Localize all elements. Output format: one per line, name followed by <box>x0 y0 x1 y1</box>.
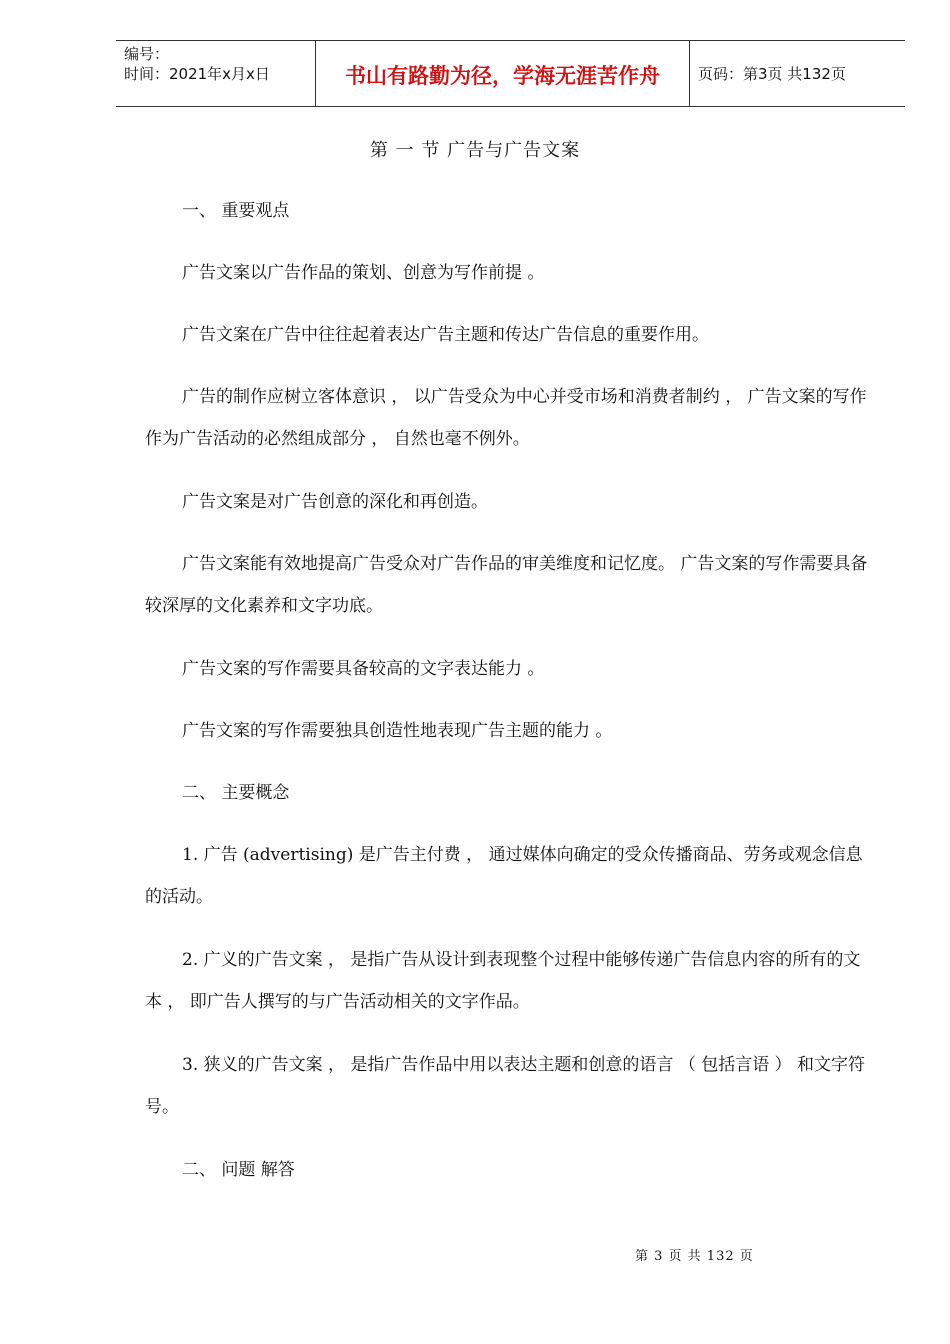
paragraph: 广告文案在广告中往往起着表达广告主题和传达广告信息的重要作用。 <box>182 325 709 345</box>
paragraph: 广告文案的写作需要独具创造性地表现广告主题的能力 。 <box>182 721 613 741</box>
header-page-info: 页码：第3页 共132页 <box>698 65 846 83</box>
concept-item: 2. 广义的广告文案 ， 是指广告从设计到表现整个过程中能够传递广告信息内容的所有的文本 ， 即广告人撰写的与广告活动相关的文字作品。 <box>145 950 861 1012</box>
concept-item: 3. 狭义的广告文案 ， 是指广告作品中用以表达主题和创意的语言 （ 包括言语 ） 和文字符号。 <box>145 1055 866 1117</box>
paragraph: 广告文案是对广告创意的深化和再创造。 <box>182 492 488 512</box>
header-motto: 书山有路勤为径，学海无涯苦作舟 <box>316 41 690 106</box>
paragraph: 广告文案能有效地提高广告受众对广告作品的审美维度和记忆度。 广告文案的写作需要具备较深厚的文化素养和文字功底。 <box>145 554 868 616</box>
paragraph: 广告文案以广告作品的策划、创意为写作前提 。 <box>182 263 545 283</box>
heading-key-points: 一、 重要观点 <box>182 201 290 221</box>
paragraph: 广告文案的写作需要具备较高的文字表达能力 。 <box>182 659 545 679</box>
section-title: 第 一 节 广告与广告文案 <box>369 140 581 161</box>
header-meta-cell <box>116 41 316 106</box>
time-label: 时间：2021年x月x日 <box>124 65 270 83</box>
serial-number-label: 编号： <box>124 45 170 63</box>
heading-main-concepts: 二、 主要概念 <box>182 783 290 803</box>
paragraph: 广告的制作应树立客体意识 ， 以广告受众为中心并受市场和消费者制约 ， 广告文案的写作作为广告活动的必然组成部分 ， 自然也毫不例外。 <box>145 387 867 449</box>
document-header <box>116 40 905 107</box>
concept-item: 1. 广告 (advertising) 是广告主付费 ， 通过媒体向确定的受众传播商品、劳务或观念信息的活动。 <box>145 845 863 907</box>
heading-questions-answers: 二、 问题 解答 <box>182 1160 295 1180</box>
page-footer: 第 3 页 共 132 页 <box>635 1249 754 1264</box>
